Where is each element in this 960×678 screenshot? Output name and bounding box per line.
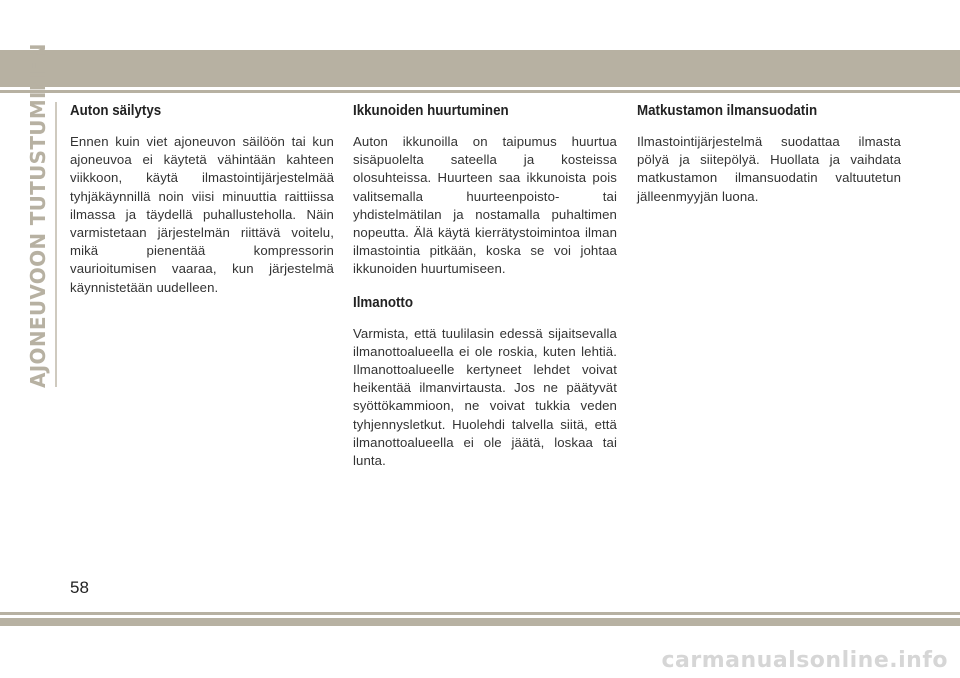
heading-matkustamon-ilmansuodatin: Matkustamon ilmansuodatin bbox=[637, 103, 818, 119]
watermark-text: carmanualsonline.info bbox=[661, 648, 948, 673]
heading-ikkunoiden-huurtuminen: Ikkunoiden huurtuminen bbox=[353, 103, 509, 119]
column-3 bbox=[637, 103, 901, 206]
column-1 bbox=[70, 103, 334, 297]
paragraph-ikkunoiden-huurtuminen: Auton ikkunoilla on taipumus huurtua sisäpuolelta sateella ja kosteissa olosuhteissa. Huurteen saa ikkunoista pois valitsemalla huurteenpoisto- tai yhdistelmätilan ja nostamalla puhaltimen nopeutta. Älä käytä kierrätystoimintoa ilman ilmastointia pitkään, koska se voi johtaa ikkunoiden huurtumiseen. bbox=[353, 134, 617, 277]
footer-rule bbox=[0, 612, 960, 615]
paragraph-auton-sailytys: Ennen kuin viet ajoneuvon säilöön tai kun ajoneuvoa ei käytetä vähintään kahteen viikkoon, käytä ilmastointijärjestelmää tyhjäkäynnillä noin viisi minuuttia raittiissa ilmassa ja täydellä puhallusteholla. Näin varmistetaan järjestelmän riittävä voitelu, mikä pienentää kompressorin vaurioitumisen vaaraa, kun järjestelmä käynnistetään uudelleen. bbox=[70, 134, 334, 295]
column-2 bbox=[353, 103, 617, 470]
page-number: 58 bbox=[70, 578, 89, 597]
footer-band bbox=[0, 618, 960, 626]
heading-auton-sailytys: Auton säilytys bbox=[70, 103, 162, 119]
paragraph-matkustamon-ilmansuodatin: Ilmastointijärjestelmä suodattaa ilmasta pölyä ja siitepölyä. Huollata ja vaihdata matkustamon ilmansuodatin valtuutetun jälleenmyyjän luona. bbox=[637, 134, 901, 204]
heading-ilmanotto: Ilmanotto bbox=[353, 294, 414, 311]
header-band bbox=[0, 50, 960, 87]
header-rule bbox=[0, 90, 960, 93]
side-tab-rule bbox=[55, 102, 57, 387]
paragraph-ilmanotto: Varmista, että tuulilasin edessä sijaitsevalla ilmanottoalueella ei ole roskia, kuten lehtiä. Ilmanottoalueelle kertyneet lehdet voivat heikentää ilmanvirtausta. Jos ne päätyvät syöttökammioon, ne voivat tukkia veden tyhjennysletkut. Huolehdi talvella siitä, että ilmanottoalueella ei ole jäätä, loskaa tai lunta. bbox=[353, 325, 617, 469]
side-tab-label: AJONEUVOON TUTUSTUMINEN bbox=[26, 43, 50, 388]
